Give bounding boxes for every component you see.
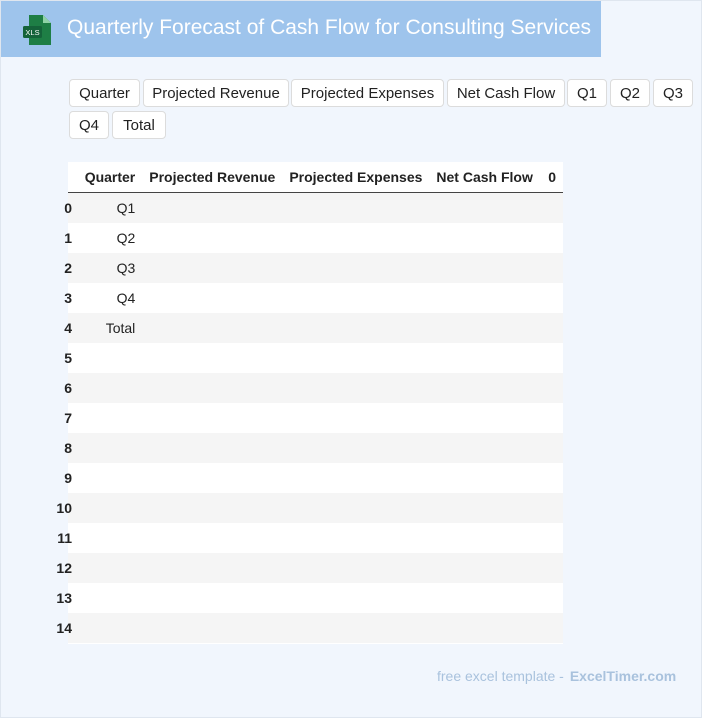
cell-net-cash-flow	[429, 553, 539, 583]
cell-net-cash-flow	[429, 253, 539, 283]
cell-projected-revenue	[142, 463, 282, 493]
cell-net-cash-flow	[429, 283, 539, 313]
cell-quarter	[72, 553, 142, 583]
cell-0	[540, 373, 563, 403]
cell-0	[540, 463, 563, 493]
table-row	[68, 343, 563, 373]
cell-projected-revenue	[142, 193, 282, 224]
table-row	[68, 463, 563, 493]
cell-projected-expenses	[282, 553, 429, 583]
table-row	[68, 403, 563, 433]
row-index-label: 1	[64, 230, 72, 246]
chip-q1[interactable]: Q1	[567, 79, 607, 107]
chip-projected-revenue[interactable]: Projected Revenue	[143, 79, 289, 107]
footer	[437, 668, 676, 684]
cell-projected-expenses	[282, 193, 429, 224]
cell-projected-expenses	[282, 493, 429, 523]
column-header-projected-revenue[interactable]: Projected Revenue	[142, 162, 282, 193]
row-index-label: 7	[64, 410, 72, 426]
cell-0	[540, 313, 563, 343]
cell-net-cash-flow	[429, 523, 539, 553]
cell-projected-revenue	[142, 313, 282, 343]
cell-0	[540, 553, 563, 583]
row-index-label: 10	[56, 500, 72, 516]
table-row	[68, 493, 563, 523]
cell-0	[540, 193, 563, 224]
table-row	[68, 433, 563, 463]
cell-quarter	[72, 613, 142, 643]
cell-projected-revenue	[142, 583, 282, 613]
cell-projected-revenue	[142, 373, 282, 403]
chip-q2[interactable]: Q2	[610, 79, 650, 107]
cell-projected-revenue	[142, 553, 282, 583]
cell-quarter	[72, 373, 142, 403]
chip-total[interactable]: Total	[112, 111, 166, 139]
cell-quarter	[72, 343, 142, 373]
cell-quarter: Total	[72, 313, 142, 343]
cell-quarter	[72, 523, 142, 553]
row-index-label: 0	[64, 200, 72, 216]
table-row	[68, 523, 563, 553]
cell-net-cash-flow	[429, 223, 539, 253]
row-index-label: 2	[64, 260, 72, 276]
row-index-label: 12	[56, 560, 72, 576]
cell-projected-revenue	[142, 613, 282, 643]
footer-text: free excel template -	[437, 668, 564, 684]
cell-projected-revenue	[142, 253, 282, 283]
page-title: Quarterly Forecast of Cash Flow for Consulting Services	[67, 16, 592, 39]
row-index-label: 6	[64, 380, 72, 396]
table-row	[68, 223, 563, 253]
cell-quarter: Q2	[72, 223, 142, 253]
row-index-label: 3	[64, 290, 72, 306]
table-row	[68, 283, 563, 313]
row-index-label: 11	[57, 530, 72, 546]
cell-0	[540, 403, 563, 433]
row-index-label: 8	[64, 440, 72, 456]
cell-net-cash-flow	[429, 613, 539, 643]
cell-projected-revenue	[142, 283, 282, 313]
cell-0	[540, 493, 563, 523]
cell-projected-revenue	[142, 493, 282, 523]
footer-brand-link[interactable]: ExcelTimer.com	[569, 668, 677, 684]
cell-quarter	[72, 583, 142, 613]
chip-projected-expenses[interactable]: Projected Expenses	[291, 79, 444, 107]
chip-q3[interactable]: Q3	[653, 79, 693, 107]
cell-net-cash-flow	[429, 493, 539, 523]
column-header-projected-expenses[interactable]: Projected Expenses	[282, 162, 429, 193]
cell-net-cash-flow	[429, 193, 539, 224]
cell-net-cash-flow	[429, 313, 539, 343]
cell-projected-expenses	[282, 313, 429, 343]
cell-projected-expenses	[282, 373, 429, 403]
column-header-0[interactable]: 0	[540, 162, 563, 193]
chip-net-cash-flow[interactable]: Net Cash Flow	[447, 79, 565, 107]
row-index-label: 4	[64, 320, 72, 336]
cell-net-cash-flow	[429, 343, 539, 373]
column-header-quarter[interactable]: Quarter	[72, 162, 142, 193]
cell-net-cash-flow	[429, 583, 539, 613]
cell-quarter	[72, 463, 142, 493]
cell-projected-expenses	[282, 403, 429, 433]
cell-projected-revenue	[142, 403, 282, 433]
chip-quarter[interactable]: Quarter	[69, 79, 140, 107]
cash-flow-table	[56, 162, 563, 644]
cell-0	[540, 583, 563, 613]
cell-projected-expenses	[282, 253, 429, 283]
cell-0	[540, 343, 563, 373]
xls-file-icon	[23, 15, 51, 45]
table-row	[68, 583, 563, 613]
cell-0	[540, 613, 563, 643]
cell-projected-expenses	[282, 523, 429, 553]
cell-projected-expenses	[282, 463, 429, 493]
svg-text:XLS: XLS	[25, 28, 40, 37]
row-index-label: 9	[64, 470, 72, 486]
cell-projected-revenue	[142, 433, 282, 463]
cell-quarter	[72, 403, 142, 433]
cell-projected-expenses	[282, 223, 429, 253]
row-index-label: 14	[56, 620, 72, 636]
table-row	[68, 193, 563, 224]
cell-net-cash-flow	[429, 373, 539, 403]
cell-net-cash-flow	[429, 433, 539, 463]
cell-0	[540, 523, 563, 553]
table-row	[68, 313, 563, 343]
cell-0	[540, 253, 563, 283]
cell-projected-expenses	[282, 283, 429, 313]
table-row	[68, 553, 563, 583]
cell-net-cash-flow	[429, 463, 539, 493]
table-row	[68, 613, 563, 643]
cell-projected-expenses	[282, 343, 429, 373]
cell-net-cash-flow	[429, 403, 539, 433]
cell-0	[540, 283, 563, 313]
cell-projected-revenue	[142, 523, 282, 553]
row-index-label: 13	[56, 590, 72, 606]
cell-quarter: Q3	[72, 253, 142, 283]
cell-quarter	[72, 493, 142, 523]
table-header-row	[68, 162, 563, 193]
cell-0	[540, 223, 563, 253]
cell-projected-revenue	[142, 343, 282, 373]
cell-projected-expenses	[282, 433, 429, 463]
table-row	[68, 373, 563, 403]
header-bar	[1, 1, 601, 57]
chip-q4[interactable]: Q4	[69, 111, 109, 139]
cell-quarter: Q1	[72, 193, 142, 224]
cell-projected-expenses	[282, 613, 429, 643]
column-header-net-cash-flow[interactable]: Net Cash Flow	[429, 162, 539, 193]
cell-0	[540, 433, 563, 463]
cell-projected-expenses	[282, 583, 429, 613]
row-index-label: 5	[64, 350, 72, 366]
cell-projected-revenue	[142, 223, 282, 253]
table-row	[68, 253, 563, 283]
cell-quarter: Q4	[72, 283, 142, 313]
cell-quarter	[72, 433, 142, 463]
